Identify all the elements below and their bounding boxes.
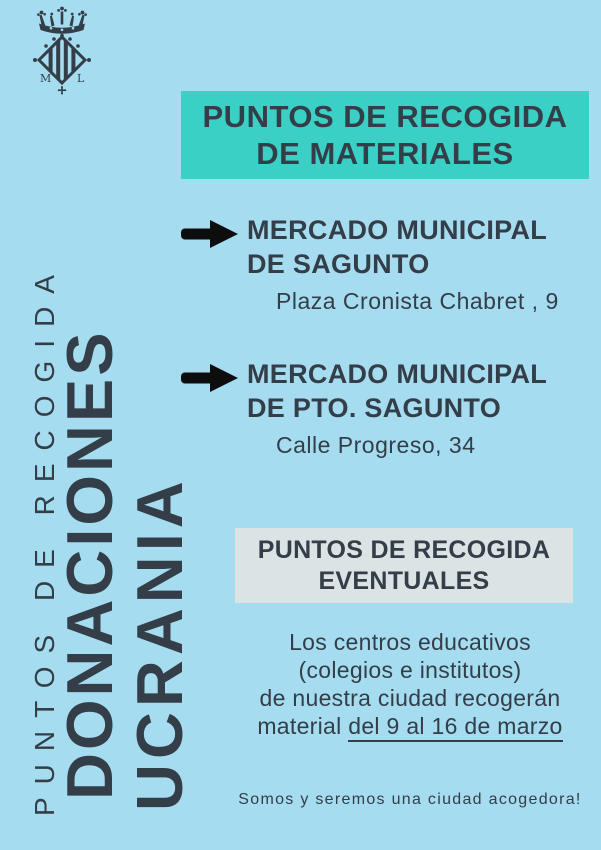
paragraph-line-1: Los centros educativos	[289, 629, 531, 655]
city-crest-icon	[27, 3, 97, 95]
materials-banner	[181, 91, 589, 179]
location-address: Calle Progreso, 34	[276, 432, 476, 458]
crest-letter-m: M	[40, 72, 52, 85]
location-item-pto-sagunto	[247, 357, 577, 459]
eventual-line-2: EVENTUALES	[318, 566, 490, 595]
paragraph-line-3: de nuestra ciudad recogerán	[259, 685, 561, 711]
arrow-right-icon	[180, 364, 238, 392]
location-address: Plaza Cronista Chabret , 9	[276, 288, 559, 314]
location-title-line2: DE SAGUNTO	[247, 249, 430, 279]
location-item-sagunto	[247, 213, 577, 315]
footer-slogan: Somos y seremos una ciudad acogedora!	[238, 791, 582, 808]
paragraph-line-4-prefix: material	[257, 713, 349, 739]
arrow-right-icon	[180, 220, 238, 248]
vertical-title-puntos-de-recogida: PUNTOS DE RECOGIDA	[29, 262, 60, 816]
paragraph-dates-underlined: del 9 al 16 de marzo	[348, 713, 562, 742]
schools-paragraph	[190, 628, 601, 740]
crest-letter-l: L	[77, 72, 85, 85]
paragraph-line-4	[190, 712, 601, 740]
paragraph-line-2: (colegios e institutos)	[298, 657, 522, 683]
banner-line-1: PUNTOS DE RECOGIDA	[202, 99, 568, 134]
location-title-line1: MERCADO MUNICIPAL	[247, 215, 548, 245]
location-title-line2: DE PTO. SAGUNTO	[247, 393, 502, 423]
vertical-title-ucrania: UCRANIA	[123, 476, 196, 811]
banner-line-2: DE MATERIALES	[256, 136, 514, 171]
vertical-title-donaciones: DONACIONES	[53, 329, 126, 800]
eventual-line-1: PUNTOS DE RECOGIDA	[257, 535, 551, 564]
eventual-points-box	[235, 528, 573, 603]
location-title-line1: MERCADO MUNICIPAL	[247, 359, 548, 389]
